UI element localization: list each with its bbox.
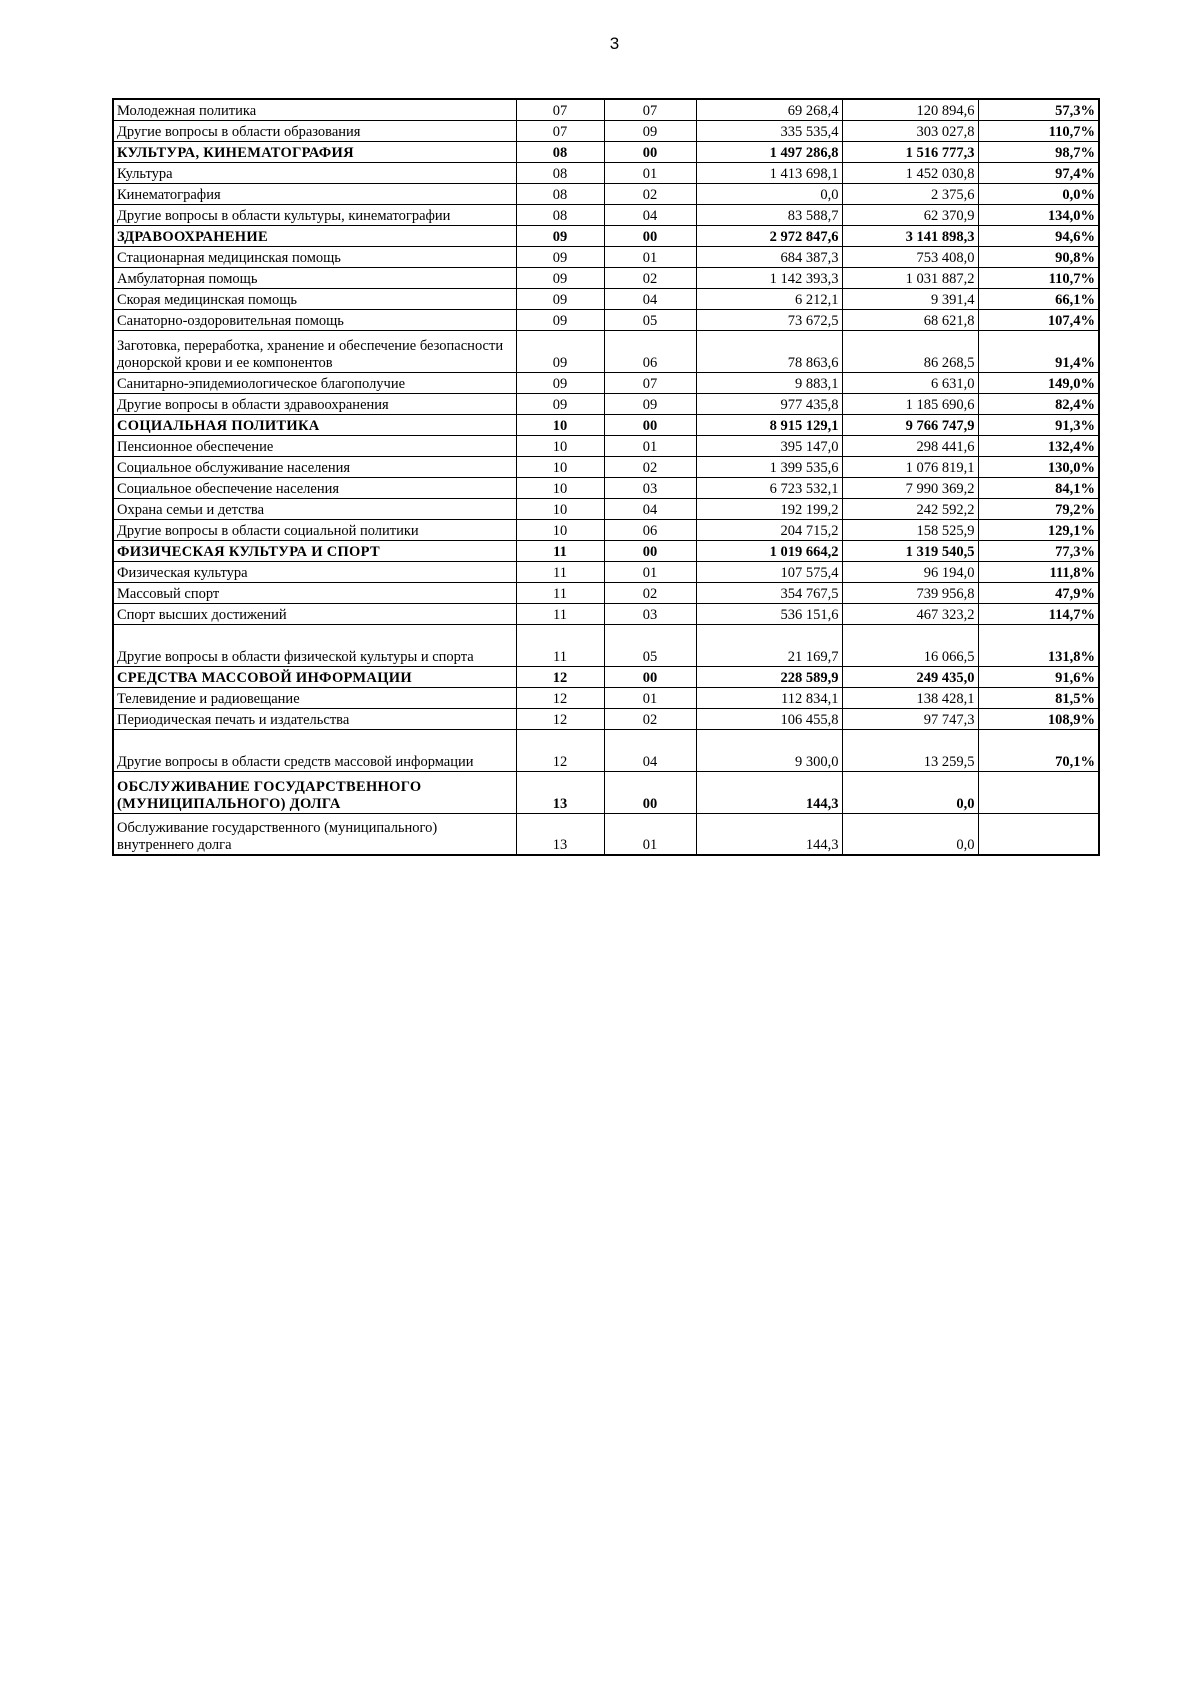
percent-cell: 91,3% — [978, 414, 1099, 435]
row-name-cell: ЗДРАВООХРАНЕНИЕ — [113, 225, 516, 246]
percent-cell: 97,4% — [978, 162, 1099, 183]
percent-cell: 84,1% — [978, 477, 1099, 498]
value-2-cell: 97 747,3 — [842, 708, 978, 729]
value-2-cell: 1 031 887,2 — [842, 267, 978, 288]
percent-cell: 94,6% — [978, 225, 1099, 246]
table-row — [113, 519, 1099, 540]
subsection-code-cell: 01 — [604, 813, 696, 855]
subsection-code-cell: 04 — [604, 498, 696, 519]
subsection-code-cell: 07 — [604, 372, 696, 393]
percent-cell: 129,1% — [978, 519, 1099, 540]
value-2-cell: 13 259,5 — [842, 729, 978, 771]
value-1-cell: 1 413 698,1 — [696, 162, 842, 183]
value-1-cell: 1 019 664,2 — [696, 540, 842, 561]
percent-cell: 149,0% — [978, 372, 1099, 393]
value-2-cell: 1 076 819,1 — [842, 456, 978, 477]
value-1-cell: 1 142 393,3 — [696, 267, 842, 288]
percent-cell: 81,5% — [978, 687, 1099, 708]
row-name-cell: Кинематография — [113, 183, 516, 204]
section-code-cell: 10 — [516, 519, 604, 540]
row-name-cell: Другие вопросы в области средств массовой информации — [113, 729, 516, 771]
value-1-cell: 354 767,5 — [696, 582, 842, 603]
row-name-cell: ОБСЛУЖИВАНИЕ ГОСУДАРСТВЕННОГО (МУНИЦИПАЛЬНОГО) ДОЛГА — [113, 771, 516, 813]
table-row — [113, 162, 1099, 183]
value-1-cell: 536 151,6 — [696, 603, 842, 624]
subsection-code-cell: 03 — [604, 603, 696, 624]
section-code-cell: 12 — [516, 729, 604, 771]
section-code-cell: 13 — [516, 813, 604, 855]
row-name-cell: Другие вопросы в области образования — [113, 120, 516, 141]
value-2-cell: 7 990 369,2 — [842, 477, 978, 498]
section-code-cell: 08 — [516, 204, 604, 225]
row-name-cell: Другие вопросы в области культуры, кинематографии — [113, 204, 516, 225]
value-2-cell: 96 194,0 — [842, 561, 978, 582]
value-1-cell: 9 883,1 — [696, 372, 842, 393]
percent-cell: 111,8% — [978, 561, 1099, 582]
row-name-cell: Физическая культура — [113, 561, 516, 582]
section-row — [113, 666, 1099, 687]
row-name-cell: Пенсионное обеспечение — [113, 435, 516, 456]
value-2-cell: 138 428,1 — [842, 687, 978, 708]
subsection-code-cell: 00 — [604, 225, 696, 246]
row-name-cell: Санаторно-оздоровительная помощь — [113, 309, 516, 330]
section-code-cell: 12 — [516, 687, 604, 708]
table-row — [113, 624, 1099, 666]
row-name-cell: Обслуживание государственного (муниципального) внутреннего долга — [113, 813, 516, 855]
section-row — [113, 414, 1099, 435]
table-row — [113, 477, 1099, 498]
value-1-cell: 83 588,7 — [696, 204, 842, 225]
value-2-cell: 0,0 — [842, 771, 978, 813]
row-name-cell: Периодическая печать и издательства — [113, 708, 516, 729]
budget-table — [112, 98, 1100, 856]
section-code-cell: 10 — [516, 456, 604, 477]
table-row — [113, 687, 1099, 708]
value-1-cell: 228 589,9 — [696, 666, 842, 687]
value-1-cell: 1 497 286,8 — [696, 141, 842, 162]
subsection-code-cell: 03 — [604, 477, 696, 498]
page-number: 3 — [609, 34, 620, 53]
subsection-code-cell: 05 — [604, 624, 696, 666]
percent-cell: 114,7% — [978, 603, 1099, 624]
value-1-cell: 21 169,7 — [696, 624, 842, 666]
row-name-cell: Спорт высших достижений — [113, 603, 516, 624]
row-name-cell: Заготовка, переработка, хранение и обеспечение безопасности донорской крови и ее компонентов — [113, 330, 516, 372]
table-row — [113, 456, 1099, 477]
subsection-code-cell: 04 — [604, 204, 696, 225]
section-code-cell: 11 — [516, 603, 604, 624]
value-2-cell: 753 408,0 — [842, 246, 978, 267]
percent-cell: 110,7% — [978, 120, 1099, 141]
row-name-cell: Амбулаторная помощь — [113, 267, 516, 288]
subsection-code-cell: 01 — [604, 162, 696, 183]
table-row — [113, 498, 1099, 519]
value-1-cell: 106 455,8 — [696, 708, 842, 729]
section-code-cell: 08 — [516, 141, 604, 162]
table-row — [113, 393, 1099, 414]
section-code-cell: 09 — [516, 288, 604, 309]
value-1-cell: 144,3 — [696, 813, 842, 855]
subsection-code-cell: 06 — [604, 519, 696, 540]
value-1-cell: 78 863,6 — [696, 330, 842, 372]
subsection-code-cell: 00 — [604, 414, 696, 435]
subsection-code-cell: 00 — [604, 141, 696, 162]
table-row — [113, 309, 1099, 330]
value-1-cell: 6 212,1 — [696, 288, 842, 309]
row-name-cell: Стационарная медицинская помощь — [113, 246, 516, 267]
percent-cell: 79,2% — [978, 498, 1099, 519]
row-name-cell: Другие вопросы в области физической культуры и спорта — [113, 624, 516, 666]
value-1-cell: 395 147,0 — [696, 435, 842, 456]
table-row — [113, 267, 1099, 288]
table-row — [113, 99, 1099, 120]
section-code-cell: 07 — [516, 99, 604, 120]
value-1-cell: 1 399 535,6 — [696, 456, 842, 477]
value-2-cell: 298 441,6 — [842, 435, 978, 456]
percent-cell: 57,3% — [978, 99, 1099, 120]
subsection-code-cell: 07 — [604, 99, 696, 120]
section-code-cell: 08 — [516, 162, 604, 183]
section-code-cell: 11 — [516, 582, 604, 603]
section-code-cell: 10 — [516, 477, 604, 498]
subsection-code-cell: 00 — [604, 540, 696, 561]
value-1-cell: 977 435,8 — [696, 393, 842, 414]
subsection-code-cell: 02 — [604, 582, 696, 603]
value-2-cell: 0,0 — [842, 813, 978, 855]
section-code-cell: 10 — [516, 414, 604, 435]
table-row — [113, 813, 1099, 855]
subsection-code-cell: 09 — [604, 120, 696, 141]
table-row — [113, 582, 1099, 603]
row-name-cell: ФИЗИЧЕСКАЯ КУЛЬТУРА И СПОРТ — [113, 540, 516, 561]
section-code-cell: 10 — [516, 435, 604, 456]
percent-cell: 98,7% — [978, 141, 1099, 162]
percent-cell — [978, 771, 1099, 813]
section-code-cell: 07 — [516, 120, 604, 141]
table-row — [113, 372, 1099, 393]
value-2-cell: 1 319 540,5 — [842, 540, 978, 561]
row-name-cell: Культура — [113, 162, 516, 183]
value-1-cell: 2 972 847,6 — [696, 225, 842, 246]
percent-cell: 0,0% — [978, 183, 1099, 204]
section-code-cell: 10 — [516, 498, 604, 519]
subsection-code-cell: 04 — [604, 729, 696, 771]
row-name-cell: СОЦИАЛЬНАЯ ПОЛИТИКА — [113, 414, 516, 435]
table-row — [113, 708, 1099, 729]
row-name-cell: СРЕДСТВА МАССОВОЙ ИНФОРМАЦИИ — [113, 666, 516, 687]
subsection-code-cell: 06 — [604, 330, 696, 372]
subsection-code-cell: 00 — [604, 771, 696, 813]
section-row — [113, 225, 1099, 246]
value-2-cell: 86 268,5 — [842, 330, 978, 372]
value-2-cell: 9 391,4 — [842, 288, 978, 309]
percent-cell: 70,1% — [978, 729, 1099, 771]
value-1-cell: 192 199,2 — [696, 498, 842, 519]
section-row — [113, 540, 1099, 561]
subsection-code-cell: 05 — [604, 309, 696, 330]
subsection-code-cell: 00 — [604, 666, 696, 687]
value-2-cell: 120 894,6 — [842, 99, 978, 120]
value-1-cell: 684 387,3 — [696, 246, 842, 267]
percent-cell: 110,7% — [978, 267, 1099, 288]
row-name-cell: КУЛЬТУРА, КИНЕМАТОГРАФИЯ — [113, 141, 516, 162]
subsection-code-cell: 02 — [604, 456, 696, 477]
section-code-cell: 12 — [516, 708, 604, 729]
percent-cell: 91,6% — [978, 666, 1099, 687]
percent-cell — [978, 813, 1099, 855]
section-code-cell: 12 — [516, 666, 604, 687]
section-code-cell: 09 — [516, 309, 604, 330]
section-code-cell: 11 — [516, 561, 604, 582]
budget-table-body — [113, 99, 1099, 855]
subsection-code-cell: 02 — [604, 708, 696, 729]
subsection-code-cell: 02 — [604, 267, 696, 288]
section-row — [113, 141, 1099, 162]
percent-cell: 132,4% — [978, 435, 1099, 456]
percent-cell: 131,8% — [978, 624, 1099, 666]
percent-cell: 108,9% — [978, 708, 1099, 729]
percent-cell: 130,0% — [978, 456, 1099, 477]
row-name-cell: Социальное обслуживание населения — [113, 456, 516, 477]
percent-cell: 107,4% — [978, 309, 1099, 330]
value-1-cell: 73 672,5 — [696, 309, 842, 330]
value-1-cell: 0,0 — [696, 183, 842, 204]
value-2-cell: 242 592,2 — [842, 498, 978, 519]
subsection-code-cell: 02 — [604, 183, 696, 204]
row-name-cell: Охрана семьи и детства — [113, 498, 516, 519]
value-2-cell: 62 370,9 — [842, 204, 978, 225]
value-2-cell: 249 435,0 — [842, 666, 978, 687]
section-code-cell: 09 — [516, 267, 604, 288]
value-2-cell: 467 323,2 — [842, 603, 978, 624]
value-1-cell: 107 575,4 — [696, 561, 842, 582]
subsection-code-cell: 04 — [604, 288, 696, 309]
value-2-cell: 9 766 747,9 — [842, 414, 978, 435]
table-row — [113, 183, 1099, 204]
row-name-cell: Другие вопросы в области здравоохранения — [113, 393, 516, 414]
value-1-cell: 144,3 — [696, 771, 842, 813]
value-2-cell: 1 452 030,8 — [842, 162, 978, 183]
table-row — [113, 330, 1099, 372]
row-name-cell: Социальное обеспечение населения — [113, 477, 516, 498]
value-2-cell: 3 141 898,3 — [842, 225, 978, 246]
table-row — [113, 435, 1099, 456]
row-name-cell: Санитарно-эпидемиологическое благополучие — [113, 372, 516, 393]
table-row — [113, 204, 1099, 225]
section-code-cell: 09 — [516, 225, 604, 246]
section-code-cell: 09 — [516, 393, 604, 414]
value-1-cell: 9 300,0 — [696, 729, 842, 771]
subsection-code-cell: 01 — [604, 246, 696, 267]
subsection-code-cell: 09 — [604, 393, 696, 414]
section-code-cell: 09 — [516, 330, 604, 372]
section-code-cell: 09 — [516, 246, 604, 267]
percent-cell: 134,0% — [978, 204, 1099, 225]
table-row — [113, 729, 1099, 771]
row-name-cell: Массовый спорт — [113, 582, 516, 603]
value-2-cell: 6 631,0 — [842, 372, 978, 393]
value-2-cell: 2 375,6 — [842, 183, 978, 204]
value-2-cell: 303 027,8 — [842, 120, 978, 141]
value-2-cell: 1 185 690,6 — [842, 393, 978, 414]
table-row — [113, 246, 1099, 267]
section-code-cell: 13 — [516, 771, 604, 813]
section-row — [113, 771, 1099, 813]
percent-cell: 82,4% — [978, 393, 1099, 414]
value-1-cell: 69 268,4 — [696, 99, 842, 120]
section-code-cell: 09 — [516, 372, 604, 393]
subsection-code-cell: 01 — [604, 435, 696, 456]
percent-cell: 90,8% — [978, 246, 1099, 267]
subsection-code-cell: 01 — [604, 687, 696, 708]
row-name-cell: Молодежная политика — [113, 99, 516, 120]
percent-cell: 77,3% — [978, 540, 1099, 561]
percent-cell: 47,9% — [978, 582, 1099, 603]
value-2-cell: 68 621,8 — [842, 309, 978, 330]
value-1-cell: 8 915 129,1 — [696, 414, 842, 435]
percent-cell: 66,1% — [978, 288, 1099, 309]
row-name-cell: Другие вопросы в области социальной политики — [113, 519, 516, 540]
value-2-cell: 16 066,5 — [842, 624, 978, 666]
section-code-cell: 11 — [516, 540, 604, 561]
value-1-cell: 204 715,2 — [696, 519, 842, 540]
value-1-cell: 6 723 532,1 — [696, 477, 842, 498]
row-name-cell: Скорая медицинская помощь — [113, 288, 516, 309]
section-code-cell: 11 — [516, 624, 604, 666]
value-1-cell: 112 834,1 — [696, 687, 842, 708]
value-2-cell: 739 956,8 — [842, 582, 978, 603]
value-2-cell: 1 516 777,3 — [842, 141, 978, 162]
table-row — [113, 288, 1099, 309]
percent-cell: 91,4% — [978, 330, 1099, 372]
table-row — [113, 561, 1099, 582]
row-name-cell: Телевидение и радиовещание — [113, 687, 516, 708]
table-row — [113, 603, 1099, 624]
value-1-cell: 335 535,4 — [696, 120, 842, 141]
table-row — [113, 120, 1099, 141]
section-code-cell: 08 — [516, 183, 604, 204]
subsection-code-cell: 01 — [604, 561, 696, 582]
value-2-cell: 158 525,9 — [842, 519, 978, 540]
